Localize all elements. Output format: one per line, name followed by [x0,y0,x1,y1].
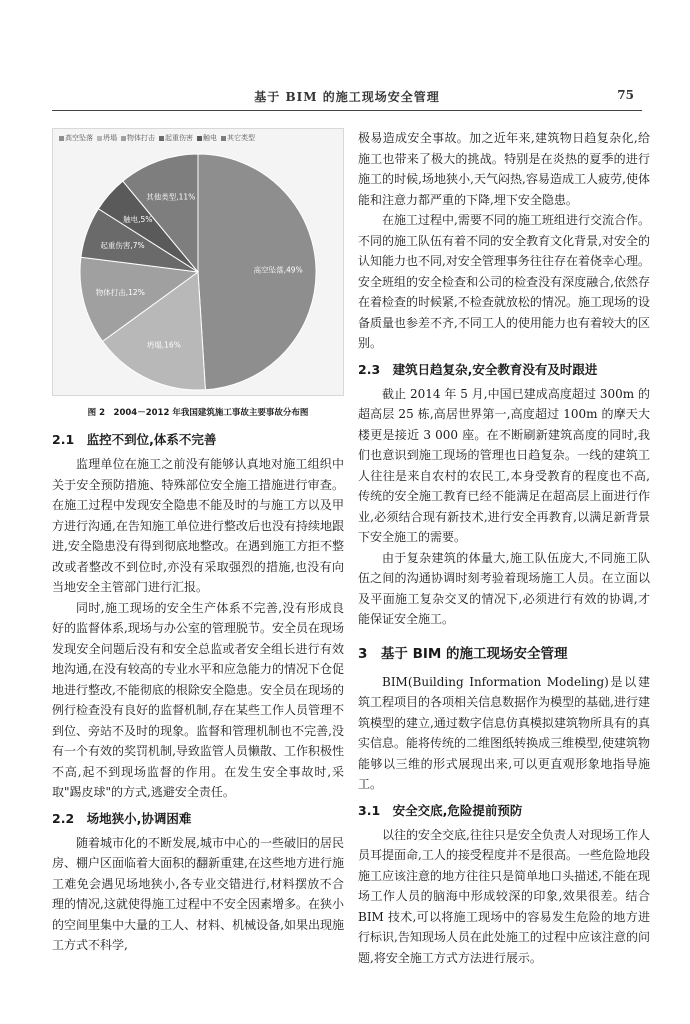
page-number: 75 [617,88,634,102]
slice-label: 其他类型,11% [146,192,196,202]
legend-label: 触电 [203,134,217,142]
legend-label: 高空坠落 [65,134,93,142]
slice-label: 物体打击,12% [95,288,145,297]
section-2-2-para-2: 在施工过程中,需要不同的施工班组进行交流合作。不同的施工队伍有着不同的安全教育文化背景,对安全的认知能力也不同,对安全管理事务往往存在着侥幸心理。安全班组的安全检查和公司的检查没有深度融合,依然存在着检查的时候紧,不检查就放松的情况。施工现场的设备质量也参差不齐,不同工人的使用能力也有着较大的区别。 [358,213,650,350]
header-rule [52,110,642,111]
figure-caption: 图 2 2004－2012 年我国建筑施工事故主要事故分布图 [87,408,309,418]
section-2-3-para-2: 由于复杂建筑的体量大,施工队伍庞大,不同施工队伍之间的沟通协调时刻考验着现场施工人员。在立面以及平面施工复杂交叉的情况下,必须进行有效的协调,才能保证安全施工。 [358,550,650,626]
section-3-1-title: 3.1 安全交底,危险提前预防 [358,802,523,818]
section-2-1-para-2: 同时,施工现场的安全生产体系不完善,没有形成良好的监督体系,现场与办公室的管理脱节。安全员在现场发现安全问题后没有和安全总监或者安全组长进行有效地沟通,在没有较高的专业水平和应急能力的情况下仓促地进行整改,不能彻底的根除安全隐患。安全员在现场的例行检查没有良好的监督机制,存在某些工作人员管理不到位、旁站不及时的现象。监督和管理机制也不完善,没有一个有效的奖罚机制,导致监管人员懒散、工作积极性不高,起不到现场监督的作用。在发生安全事故时,采取"踢皮球"的方式,逃避安全责任。 [52,600,344,799]
slice-label: 高空坠落,49% [253,265,303,275]
section-2-1-para-1: 监理单位在施工之前没有能够认真地对施工组织中关于安全预防措施、特殊部位安全施工措施进行审查。在施工过程中发现安全隐患不能及时的与施工方以及甲方进行沟通,在告知施工单位进行整改后也没有持续地跟进,安全隐患没有得到彻底地整改。在遇到施工方拒不整改或者整改不到位时,亦没有采取强烈的措施,也没有向当地安全主管部门进行汇报。 [52,457,344,594]
slice-label: 触电,5% [123,214,153,224]
section-3-para-1: BIM(Building Information Modeling)是以建筑工程项目的各项相关信息数据作为模型的基础,进行建筑模型的建立,通过数字信息仿真模拟建筑物所具有的真实信息。能将传统的二维图纸转换成三维模型,使建筑物能够以三维的形式展现出来,可以更直观形象地指导施工。 [358,674,650,791]
section-2-2-title: 2.2 场地狭小,协调困难 [52,810,192,826]
right-column [358,128,650,968]
section-2-1-title: 2.1 监控不到位,体系不完善 [52,432,217,447]
slice-label: 起重伤害,7% [100,240,145,250]
section-2-3-title: 2.3 建筑日趋复杂,安全教育没有及时跟进 [358,361,598,377]
pie-chart-figure [52,128,344,396]
running-header [52,88,642,108]
continued-paragraph: 极易造成安全事故。加之近年来,建筑物日趋复杂化,给施工也带来了极大的挑战。特别是在炎热的夏季的进行施工的时候,场地狭小,天气闷热,容易造成工人疲劳,使体能和注意力都严重的下降,埋下安全隐患。 [358,131,650,207]
section-2-3-para-1: 截止 2014 年 5 月,中国已建成高度超过 300m 的超高层 25 栋,高居世界第一,高度超过 100m 的摩天大楼更是接近 3 000 座。在不断刷新建筑高度的同时,我们也意识到施工现场的管理也日趋复杂。一线的建筑工人往往是来自农村的农民工,本身受教育的程度也不高,传统的安全施工教育已经不能满足在超高层上面进行作业,必须结合现有新技术,进行安全再教育,以满足新背景下安全施工的需要。 [358,386,650,544]
legend-label: 坍塌 [103,134,117,142]
section-3-title: 3 基于 BIM 的施工现场安全管理 [358,645,568,662]
legend-label: 其它类型 [227,134,255,142]
pie-chart [53,129,343,395]
left-column [52,128,344,956]
legend-label: 物体打击 [127,134,155,142]
legend-label: 起重伤害 [165,134,193,142]
slice-label: 坍塌,16% [146,340,181,350]
section-2-2-para-1: 随着城市化的不断发展,城市中心的一些破旧的居民房、棚户区面临着大面积的翻新重建,在这些地方进行施工难免会遇见场地狭小,各专业交错进行,材料摆放不合理的情况,这就使得施工过程中不安全因素增多。在狭小的空间里集中大量的工人、材料、机械设备,如果出现施工方式不科学, [52,835,344,952]
section-3-1-para-1: 以往的安全交底,往往只是安全负责人对现场工作人员耳提面命,工人的接受程度并不是很高。一些危险地段施工应该注意的地方往往只是简单地口头描述,不能在现场工作人员的脑海中形成较深的印象,效果很差。结合 BIM 技术,可以将施工现场中的容易发生危险的地方进行标识,告知现场人员在此处施工的过程中应该注意的问题,将安全施工方式方法进行展示。 [358,827,650,965]
running-title: 基于 BIM 的施工现场安全管理 [254,90,440,104]
